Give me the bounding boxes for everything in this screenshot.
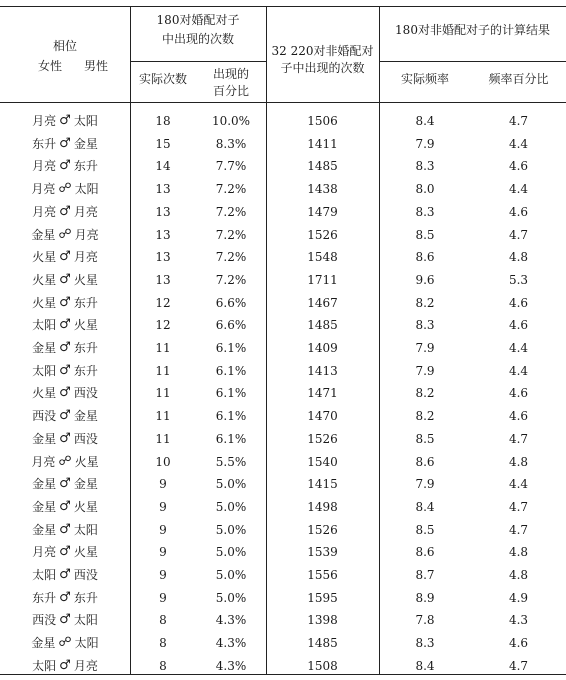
female-planet: 西没	[32, 613, 57, 628]
freq-percent-cell: 4.3	[508, 613, 529, 628]
aspect-pair	[0, 496, 130, 518]
female-planet: 月亮	[32, 204, 57, 219]
male-planet: 东升	[73, 590, 98, 605]
aspect-pair	[0, 110, 130, 132]
aspect-pair	[0, 541, 130, 563]
freq-percent-cell: 4.6	[508, 636, 529, 651]
male-planet: 西没	[73, 431, 98, 446]
female-planet: 金星	[31, 636, 56, 651]
freq-percent-cell: 4.7	[508, 499, 529, 514]
freq-percent-cell: 4.6	[508, 204, 529, 219]
aspect-pair	[0, 246, 130, 268]
actual-freq-cell: 8.6	[415, 250, 435, 265]
actual-count-cell: 9	[159, 545, 167, 560]
percent-cell: 6.1%	[215, 341, 247, 355]
actual-count-cell: 18	[155, 114, 171, 128]
unmarried-count-cell: 1438	[307, 182, 338, 197]
conjunction-icon: ♂	[59, 612, 71, 628]
male-planet: 火星	[73, 318, 98, 333]
percent-cell: 6.1%	[215, 409, 247, 424]
aspect-pair	[0, 360, 130, 382]
opposition-icon: ☍	[58, 226, 72, 242]
percent-cell: 7.2%	[215, 182, 247, 197]
unmarried-count-cell: 1506	[307, 114, 338, 128]
actual-freq-cell: 8.6	[415, 545, 435, 560]
percent-cell: 6.1%	[215, 386, 247, 401]
actual-freq-cell: 9.6	[415, 272, 435, 287]
freq-percent-cell: 4.4	[508, 182, 529, 197]
actual-count-cell: 11	[155, 386, 171, 401]
female-planet: 月亮	[32, 114, 57, 128]
unmarried-count-header-line2: 子中出现的次数	[280, 61, 365, 75]
aspect-pair	[0, 292, 130, 314]
male-planet: 火星	[74, 454, 99, 469]
freq-percent-cell: 4.4	[508, 363, 529, 378]
percent-header-line2: 百分比	[212, 84, 249, 98]
aspect-pair	[0, 337, 130, 359]
conjunction-icon: ♂	[59, 544, 71, 560]
opposition-icon: ☍	[58, 181, 72, 197]
actual-freq-cell: 8.4	[415, 114, 435, 128]
conjunction-icon: ♂	[59, 203, 71, 219]
unmarried-count-cell: 1539	[307, 545, 338, 560]
actual-freq-cell: 7.9	[415, 363, 435, 378]
female-planet: 东升	[32, 590, 57, 605]
percent-cell: 10.0%	[211, 114, 251, 128]
conjunction-icon: ♂	[59, 567, 71, 582]
percent-cell: 5.0%	[215, 545, 247, 560]
female-planet: 东升	[32, 136, 57, 151]
conjunction-icon: ♂	[59, 498, 71, 514]
unmarried-count-cell: 1711	[307, 272, 338, 287]
freq-percent-cell: 4.7	[508, 658, 529, 673]
actual-freq-cell: 7.9	[415, 477, 435, 492]
unmarried-count-cell: 1411	[307, 136, 338, 151]
actual-freq-cell: 8.5	[415, 431, 435, 446]
actual-freq-cell: 8.5	[415, 227, 435, 242]
percent-cell: 6.6%	[215, 295, 247, 310]
male-planet: 太阳	[73, 522, 98, 537]
actual-freq-cell: 8.2	[415, 409, 435, 424]
unmarried-count-cell: 1485	[307, 318, 338, 333]
percent-cell: 5.0%	[215, 522, 247, 537]
unmarried-count-cell: 1409	[307, 341, 338, 355]
freq-percent-cell: 4.8	[508, 250, 529, 265]
actual-freq-cell: 8.4	[415, 499, 435, 514]
married-group-header-line1: 180对婚配对子	[156, 13, 240, 27]
aspect-pair	[0, 155, 130, 177]
actual-count-cell: 11	[155, 431, 171, 446]
female-planet: 金星	[31, 227, 56, 242]
freq-percent-cell: 4.8	[508, 454, 529, 469]
percent-cell: 7.2%	[215, 204, 247, 219]
male-planet: 火星	[73, 499, 98, 514]
male-planet: 金星	[73, 409, 98, 424]
percent-cell: 5.0%	[215, 499, 247, 514]
freq-percent-cell: 4.8	[508, 568, 529, 582]
unmarried-count-cell: 1471	[307, 386, 338, 401]
percent-header-line1: 出现的	[212, 67, 249, 81]
unmarried-count-cell: 1413	[307, 363, 338, 378]
percent-cell: 7.2%	[215, 250, 247, 265]
female-planet: 金星	[32, 522, 57, 537]
percent-cell: 5.0%	[215, 590, 247, 605]
percent-cell: 6.1%	[215, 363, 247, 378]
actual-count-cell: 12	[155, 318, 171, 333]
actual-count-cell: 11	[155, 341, 171, 355]
male-planet: 东升	[73, 363, 98, 378]
female-planet: 月亮	[32, 159, 57, 174]
actual-freq-cell: 8.5	[415, 522, 435, 537]
actual-count-cell: 13	[155, 272, 171, 287]
conjunction-icon: ♂	[59, 657, 71, 673]
unmarried-group-header: 180对非婚配对子的计算结果	[395, 23, 550, 37]
actual-count-cell: 9	[159, 522, 167, 537]
unmarried-count-cell: 1526	[307, 522, 338, 537]
conjunction-icon: ♂	[59, 362, 71, 378]
unmarried-count-cell: 1540	[307, 454, 338, 469]
unmarried-count-header-line1: 32 220对非婚配对	[271, 44, 374, 58]
unmarried-count-cell: 1485	[307, 159, 338, 174]
header-bottom-rule	[0, 102, 566, 103]
male-planet: 太阳	[73, 613, 98, 628]
unmarried-count-cell: 1498	[307, 499, 338, 514]
male-planet: 东升	[73, 295, 98, 310]
conjunction-icon: ♂	[59, 113, 71, 128]
aspect-pair	[0, 609, 130, 631]
unmarried-count-cell: 1548	[307, 250, 338, 265]
freq-percent-cell: 4.6	[508, 159, 529, 174]
freq-percent-cell: 4.7	[508, 522, 529, 537]
female-planet: 金星	[32, 477, 57, 492]
percent-cell: 6.6%	[215, 318, 247, 333]
freq-percent-cell: 4.4	[508, 477, 529, 492]
unmarried-count-cell: 1467	[307, 295, 338, 310]
actual-freq-cell: 8.2	[415, 386, 435, 401]
male-planet: 月亮	[73, 204, 98, 219]
actual-count-cell: 9	[159, 499, 167, 514]
female-planet: 火星	[32, 295, 57, 310]
unmarried-count-cell: 1479	[307, 204, 338, 219]
unmarried-count-cell: 1526	[307, 431, 338, 446]
male-planet: 太阳	[74, 182, 99, 197]
female-planet: 太阳	[32, 318, 57, 333]
percent-cell: 5.0%	[215, 477, 247, 492]
aspect-pair	[0, 451, 130, 473]
conjunction-icon: ♂	[59, 408, 71, 424]
conjunction-icon: ♂	[59, 521, 71, 537]
actual-freq-cell: 7.9	[415, 341, 435, 355]
actual-freq-cell: 8.2	[415, 295, 435, 310]
male-planet: 月亮	[74, 227, 99, 242]
aspect-pair	[0, 519, 130, 541]
female-planet: 金星	[32, 499, 57, 514]
male-planet: 月亮	[73, 250, 98, 265]
aspect-pair	[0, 178, 130, 200]
actual-count-cell: 8	[159, 636, 167, 651]
subheader-rule	[130, 61, 266, 62]
freq-percent-cell: 4.7	[508, 114, 529, 128]
actual-freq-cell: 8.3	[415, 318, 435, 333]
female-planet: 火星	[32, 386, 57, 401]
male-planet: 太阳	[73, 114, 98, 128]
percent-cell: 7.2%	[215, 227, 247, 242]
conjunction-icon: ♂	[59, 589, 71, 605]
aspect-pair	[0, 587, 130, 609]
percent-cell: 7.2%	[215, 272, 247, 287]
unmarried-count-cell: 1595	[307, 590, 338, 605]
actual-count-cell: 9	[159, 477, 167, 492]
percent-cell: 4.3%	[215, 613, 247, 628]
actual-count-cell: 11	[155, 363, 171, 378]
female-header: 女性	[38, 59, 63, 73]
actual-count-cell: 13	[155, 250, 171, 265]
percent-cell: 8.3%	[215, 136, 247, 151]
actual-freq-header: 实际频率	[400, 72, 449, 86]
female-planet: 火星	[32, 272, 57, 287]
male-planet: 金星	[73, 136, 98, 151]
freq-percent-cell: 4.7	[508, 431, 529, 446]
conjunction-icon: ♂	[59, 158, 71, 174]
unmarried-count-cell: 1485	[307, 636, 338, 651]
aspect-pair	[0, 632, 130, 654]
freq-percent-cell: 4.4	[508, 341, 529, 355]
female-planet: 太阳	[32, 568, 57, 582]
female-planet: 火星	[32, 250, 57, 265]
unmarried-count-cell: 1526	[307, 227, 338, 242]
male-planet: 东升	[73, 341, 98, 355]
freq-percent-cell: 4.9	[508, 590, 529, 605]
aspect-pair	[0, 473, 130, 495]
freq-percent-header: 频率百分比	[488, 72, 549, 86]
aspect-pair	[0, 201, 130, 223]
actual-freq-cell: 8.7	[415, 568, 435, 582]
actual-count-cell: 8	[159, 658, 167, 673]
freq-percent-cell: 4.8	[508, 545, 529, 560]
conjunction-icon: ♂	[59, 294, 71, 310]
opposition-icon: ☍	[58, 453, 72, 469]
aspect-pair	[0, 564, 130, 586]
married-group-header-line2: 中出现的次数	[161, 32, 234, 46]
female-planet: 西没	[32, 409, 57, 424]
actual-count-cell: 13	[155, 182, 171, 197]
actual-count-cell: 8	[159, 613, 167, 628]
aspect-pair	[0, 655, 130, 677]
subheader-rule	[379, 61, 566, 62]
percent-cell: 5.5%	[215, 454, 247, 469]
actual-count-cell: 12	[155, 295, 171, 310]
table-top-border	[0, 6, 566, 7]
actual-count-cell: 13	[155, 227, 171, 242]
unmarried-count-cell: 1415	[307, 477, 338, 492]
female-planet: 金星	[32, 341, 57, 355]
percent-cell: 5.0%	[215, 568, 247, 582]
aspect-pair	[0, 133, 130, 155]
aspect-pair	[0, 224, 130, 246]
conjunction-icon: ♂	[59, 340, 71, 355]
female-planet: 金星	[32, 431, 57, 446]
actual-count-cell: 15	[155, 136, 171, 151]
female-planet: 太阳	[32, 658, 57, 673]
conjunction-icon: ♂	[59, 430, 71, 446]
actual-freq-cell: 8.3	[415, 204, 435, 219]
aspect-pair	[0, 382, 130, 404]
actual-freq-cell: 8.6	[415, 454, 435, 469]
male-planet: 西没	[73, 386, 98, 401]
actual-count-cell: 14	[155, 159, 171, 174]
actual-freq-cell: 8.0	[415, 182, 435, 197]
female-planet: 月亮	[31, 454, 56, 469]
freq-percent-cell: 5.3	[508, 272, 529, 287]
conjunction-icon: ♂	[59, 135, 71, 151]
actual-freq-cell: 8.9	[415, 590, 435, 605]
freq-percent-cell: 4.6	[508, 386, 529, 401]
unmarried-count-cell: 1470	[307, 409, 338, 424]
male-header: 男性	[84, 59, 109, 73]
freq-percent-cell: 4.7	[508, 227, 529, 242]
unmarried-count-cell: 1508	[307, 658, 338, 673]
percent-cell: 6.1%	[215, 431, 247, 446]
actual-freq-cell: 7.8	[415, 613, 435, 628]
male-planet: 月亮	[73, 658, 98, 673]
male-planet: 火星	[73, 272, 98, 287]
male-planet: 太阳	[74, 636, 99, 651]
male-planet: 金星	[73, 477, 98, 492]
aspect-header: 相位	[52, 39, 77, 53]
actual-count-cell: 9	[159, 568, 167, 582]
aspect-pair	[0, 269, 130, 291]
female-planet: 月亮	[32, 545, 57, 560]
conjunction-icon: ♂	[59, 476, 71, 492]
actual-freq-cell: 8.3	[415, 636, 435, 651]
aspect-pair	[0, 405, 130, 427]
conjunction-icon: ♂	[59, 317, 71, 333]
freq-percent-cell: 4.6	[508, 295, 529, 310]
actual-count-cell: 11	[155, 409, 171, 424]
actual-count-header: 实际次数	[138, 72, 187, 86]
conjunction-icon: ♂	[59, 249, 71, 265]
actual-freq-cell: 8.4	[415, 658, 435, 673]
actual-count-cell: 13	[155, 204, 171, 219]
male-planet: 火星	[73, 545, 98, 560]
unmarried-count-cell: 1556	[307, 568, 338, 582]
actual-count-cell: 9	[159, 590, 167, 605]
male-planet: 西没	[73, 568, 98, 582]
actual-count-cell: 10	[155, 454, 171, 469]
aspect-pair	[0, 428, 130, 450]
conjunction-icon: ♂	[59, 385, 71, 401]
unmarried-count-cell: 1398	[307, 613, 338, 628]
freq-percent-cell: 4.4	[508, 136, 529, 151]
actual-freq-cell: 8.3	[415, 159, 435, 174]
male-planet: 东升	[73, 159, 98, 174]
aspect-pair	[0, 314, 130, 336]
percent-cell: 4.3%	[215, 636, 247, 651]
percent-cell: 4.3%	[215, 658, 247, 673]
female-planet: 月亮	[31, 182, 56, 197]
conjunction-icon: ♂	[59, 271, 71, 287]
percent-cell: 7.7%	[215, 159, 247, 174]
female-planet: 太阳	[32, 363, 57, 378]
actual-freq-cell: 7.9	[415, 136, 435, 151]
freq-percent-cell: 4.6	[508, 409, 529, 424]
freq-percent-cell: 4.6	[508, 318, 529, 333]
opposition-icon: ☍	[58, 635, 72, 651]
